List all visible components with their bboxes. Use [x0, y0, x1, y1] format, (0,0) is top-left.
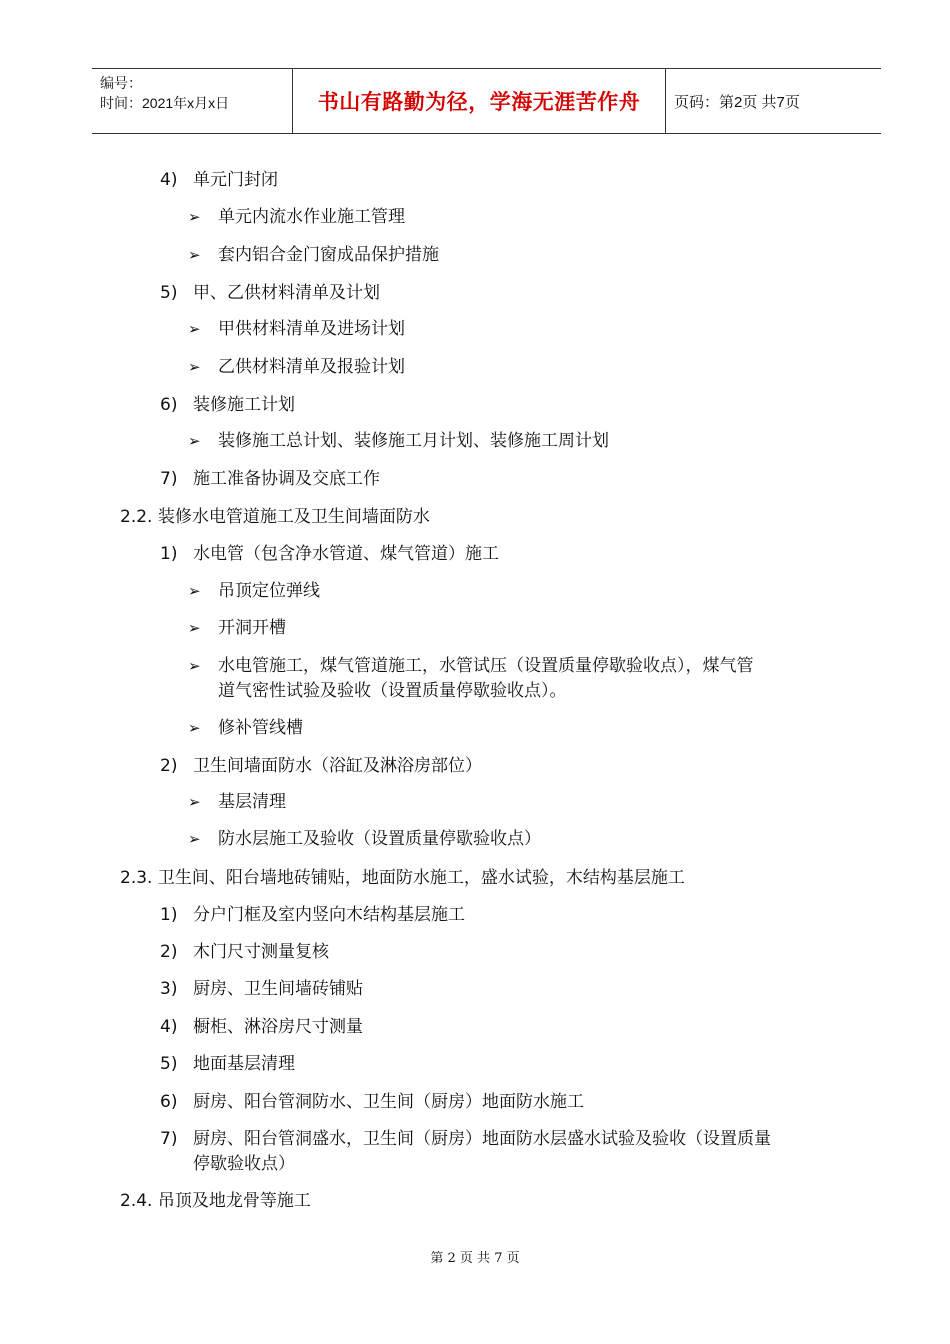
arrow-bullet-icon: ➢	[188, 320, 201, 338]
date-label: 时间：2021年x月x日	[100, 95, 230, 111]
bullet-continuation: 道气密性试验及验收（设置质量停歇验收点）。	[218, 681, 567, 701]
arrow-bullet-icon: ➢	[188, 246, 201, 264]
bullet-item: ➢ 吊顶定位弹线	[188, 578, 320, 604]
bullet-item: ➢ 套内铝合金门窗成品保护措施	[188, 242, 439, 268]
header-page-label: 页码：第2页 共7页	[674, 93, 800, 111]
list-continuation: 停歇验收点）	[193, 1154, 295, 1174]
list-item: 5) 甲、乙供材料清单及计划	[160, 283, 380, 303]
code-label: 编号：	[100, 75, 142, 91]
arrow-bullet-icon: ➢	[188, 619, 201, 637]
list-item: 2) 木门尺寸测量复核	[160, 942, 329, 962]
arrow-bullet-icon: ➢	[188, 719, 201, 737]
list-item: 6) 厨房、阳台管洞防水、卫生间（厨房）地面防水施工	[160, 1092, 584, 1112]
list-item: 7) 厨房、阳台管洞盛水，卫生间（厨房）地面防水层盛水试验及验收（设置质量	[160, 1129, 771, 1149]
bullet-item: ➢ 甲供材料清单及进场计划	[188, 316, 405, 342]
bullet-item: ➢ 防水层施工及验收（设置质量停歇验收点）	[188, 826, 541, 852]
list-item: 7) 施工准备协调及交底工作	[160, 469, 380, 489]
arrow-bullet-icon: ➢	[188, 830, 201, 848]
arrow-bullet-icon: ➢	[188, 358, 201, 376]
section-heading: 2.3. 卫生间、阳台墙地砖铺贴，地面防水施工，盛水试验，木结构基层施工	[120, 868, 685, 888]
list-item: 5) 地面基层清理	[160, 1054, 295, 1074]
arrow-bullet-icon: ➢	[188, 582, 201, 600]
header-motto: 书山有路勤为径，学海无涯苦作舟	[293, 69, 666, 133]
header-meta	[92, 69, 293, 133]
list-item: 4) 单元门封闭	[160, 170, 278, 190]
list-item: 3) 厨房、卫生间墙砖铺贴	[160, 979, 363, 999]
bullet-item: ➢ 水电管施工，煤气管道施工，水管试压（设置质量停歇验收点），煤气管	[188, 653, 754, 679]
list-item: 1) 分户门框及室内竖向木结构基层施工	[160, 905, 465, 925]
bullet-item: ➢ 修补管线槽	[188, 715, 303, 741]
bullet-item: ➢ 装修施工总计划、装修施工月计划、装修施工周计划	[188, 428, 609, 454]
arrow-bullet-icon: ➢	[188, 657, 201, 675]
bullet-item: ➢ 乙供材料清单及报验计划	[188, 354, 405, 380]
section-heading: 2.4. 吊顶及地龙骨等施工	[120, 1191, 311, 1211]
section-heading: 2.2. 装修水电管道施工及卫生间墙面防水	[120, 507, 430, 527]
list-item: 1) 水电管（包含净水管道、煤气管道）施工	[160, 544, 499, 564]
bullet-item: ➢ 基层清理	[188, 789, 286, 815]
page-header	[92, 68, 881, 134]
list-item: 4) 橱柜、淋浴房尺寸测量	[160, 1017, 363, 1037]
arrow-bullet-icon: ➢	[188, 793, 201, 811]
list-item: 2) 卫生间墙面防水（浴缸及淋浴房部位）	[160, 756, 482, 776]
page-footer: 第 2 页 共 7 页	[430, 1251, 520, 1266]
arrow-bullet-icon: ➢	[188, 208, 201, 226]
bullet-item: ➢ 开洞开槽	[188, 615, 286, 641]
bullet-item: ➢ 单元内流水作业施工管理	[188, 204, 405, 230]
list-item: 6) 装修施工计划	[160, 395, 295, 415]
arrow-bullet-icon: ➢	[188, 432, 201, 450]
